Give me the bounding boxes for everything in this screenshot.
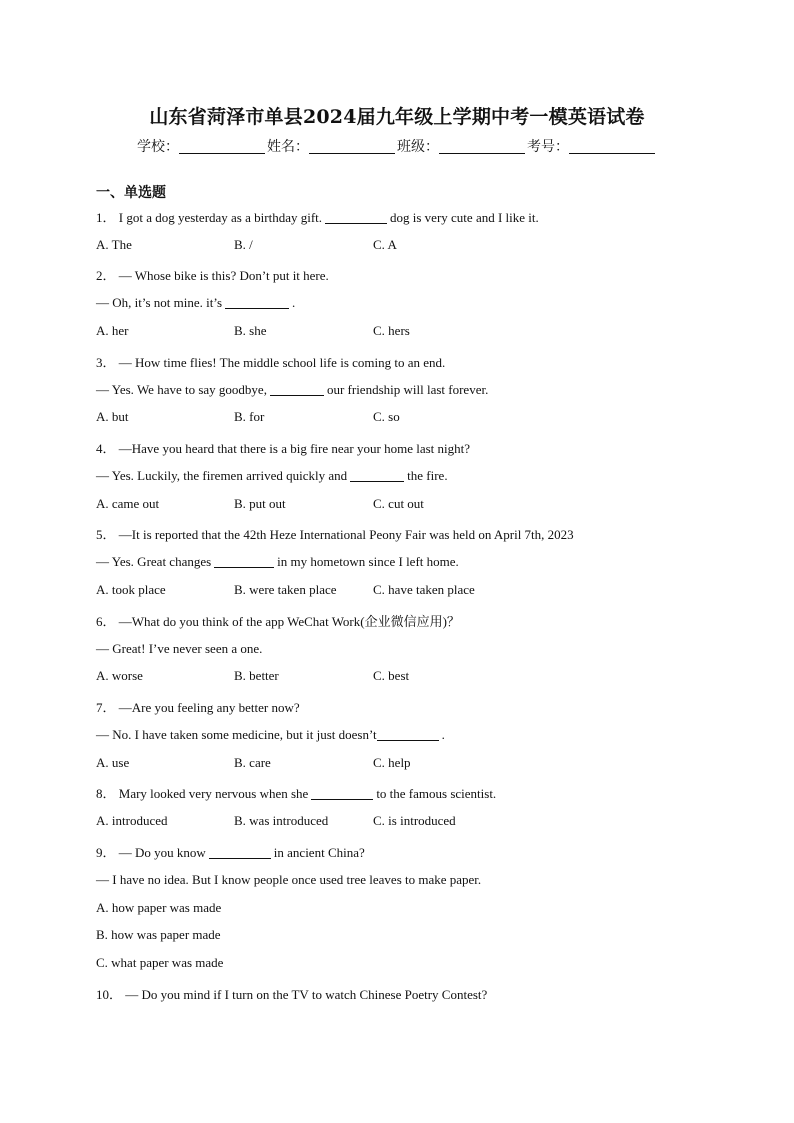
option-c[interactable]: C. so — [373, 409, 400, 424]
question-4 — [96, 438, 470, 457]
option-c[interactable]: C. have taken place — [373, 582, 475, 597]
class-label: 班级： — [397, 139, 439, 155]
question-5 — [96, 524, 574, 543]
option-b[interactable]: B. was introduced — [234, 813, 329, 828]
question-text: the fire. — [407, 468, 448, 483]
option-b[interactable]: B. how was paper made — [96, 927, 221, 942]
question-text: . — [292, 295, 296, 310]
option-a[interactable]: A. but — [96, 409, 129, 424]
question-text: —What do you think of the app WeChat Work(企业微信应用)？ — [118, 614, 460, 629]
question-number: 5． — [96, 527, 116, 542]
question-5-line-2 — [96, 554, 459, 570]
question-text: — Do you know — [118, 845, 206, 860]
question-text: I got a dog yesterday as a birthday gift. — [118, 210, 323, 225]
question-number: 4． — [96, 441, 116, 456]
question-3 — [96, 352, 445, 371]
question-6-line-2 — [96, 641, 262, 657]
answer-blank — [270, 383, 324, 396]
option-b[interactable]: B. she — [234, 323, 267, 338]
question-text: — Yes. Great changes — [96, 554, 212, 569]
question-text: in ancient China? — [273, 845, 365, 860]
question-7 — [96, 697, 300, 716]
question-text: — Do you mind if I turn on the TV to watch Chinese Poetry Contest? — [125, 987, 488, 1002]
question-2 — [96, 265, 329, 284]
answer-blank — [225, 296, 289, 309]
question-text: —Have you heard that there is a big fire near your home last night? — [118, 441, 471, 456]
question-7-line-2 — [96, 727, 445, 743]
option-a[interactable]: A. took place — [96, 582, 166, 597]
option-a[interactable]: A. use — [96, 755, 130, 770]
question-text: dog is very cute and I like it. — [390, 210, 539, 225]
option-c[interactable]: C. hers — [373, 323, 410, 338]
question-text: — Yes. Luckily, the firemen arrived quickly and — [96, 468, 348, 483]
school-label: 学校： — [137, 139, 179, 155]
option-a[interactable]: A. came out — [96, 496, 160, 511]
question-number: 10． — [96, 987, 123, 1002]
question-text: — Oh, it’s not mine. it’s — [96, 295, 223, 310]
name-blank[interactable] — [309, 139, 395, 154]
answer-blank — [350, 469, 404, 482]
question-3-line-2 — [96, 382, 488, 398]
question-number: 6． — [96, 614, 116, 629]
question-text: . — [441, 727, 445, 742]
question-text: Mary looked very nervous when she — [118, 786, 309, 801]
option-b[interactable]: B. better — [234, 668, 279, 683]
question-text: to the famous scientist. — [376, 786, 497, 801]
option-c[interactable]: C. best — [373, 668, 410, 683]
option-b[interactable]: B. were taken place — [234, 582, 337, 597]
exam-title: 山东省菏泽市单县2024届九年级上学期中考一模英语试卷 — [149, 106, 645, 128]
option-a[interactable]: A. The — [96, 237, 132, 252]
question-number: 1． — [96, 210, 116, 225]
option-a[interactable]: A. introduced — [96, 813, 168, 828]
question-number: 7． — [96, 700, 116, 715]
question-text: — Whose bike is this? Don’t put it here. — [118, 268, 329, 283]
question-number: 3． — [96, 355, 116, 370]
question-text: in my hometown since I left home. — [277, 554, 459, 569]
answer-blank — [209, 846, 271, 859]
question-number: 9． — [96, 845, 116, 860]
answer-blank — [311, 787, 373, 800]
question-9 — [96, 842, 365, 861]
option-a[interactable]: A. her — [96, 323, 129, 338]
question-number: 8． — [96, 786, 116, 801]
option-b[interactable]: B. / — [234, 237, 253, 252]
id-blank[interactable] — [569, 139, 655, 154]
question-text: — How time flies! The middle school life is coming to an end. — [118, 355, 446, 370]
option-c[interactable]: C. is introduced — [373, 813, 456, 828]
question-text: — Great! I’ve never seen a one. — [96, 641, 263, 656]
option-b[interactable]: B. for — [234, 409, 265, 424]
student-info-row — [0, 136, 794, 156]
question-text: — No. I have taken some medicine, but it just doesn’t — [96, 727, 377, 742]
school-blank[interactable] — [179, 139, 265, 154]
question-6 — [96, 611, 460, 630]
question-text: — Yes. We have to say goodbye, — [96, 382, 267, 397]
question-9-line-2 — [96, 872, 481, 888]
question-text: —It is reported that the 42th Heze International Peony Fair was held on April 7th, 2023 — [118, 527, 574, 542]
option-c[interactable]: C. help — [373, 755, 411, 770]
question-text: — I have no idea. But I know people once used tree leaves to make paper. — [96, 872, 482, 887]
id-label: 考号： — [527, 139, 569, 155]
section-title: 一、单选题 — [96, 185, 166, 201]
question-2-line-2 — [96, 295, 295, 311]
answer-blank — [377, 728, 439, 741]
name-label: 姓名： — [267, 139, 309, 155]
option-c[interactable]: C. cut out — [373, 496, 424, 511]
question-1 — [96, 207, 539, 226]
question-4-line-2 — [96, 468, 448, 484]
question-number: 2． — [96, 268, 116, 283]
question-8 — [96, 783, 496, 802]
option-b[interactable]: B. put out — [234, 496, 286, 511]
option-c[interactable]: C. A — [373, 237, 397, 252]
option-c[interactable]: C. what paper was made — [96, 955, 224, 970]
question-text: our friendship will last forever. — [326, 382, 489, 397]
answer-blank — [214, 555, 274, 568]
answer-blank — [325, 211, 387, 224]
class-blank[interactable] — [439, 139, 525, 154]
question-text: —Are you feeling any better now? — [118, 700, 300, 715]
option-a[interactable]: A. worse — [96, 668, 143, 683]
option-a[interactable]: A. how paper was made — [96, 900, 222, 915]
question-10 — [96, 984, 487, 1003]
option-b[interactable]: B. care — [234, 755, 271, 770]
